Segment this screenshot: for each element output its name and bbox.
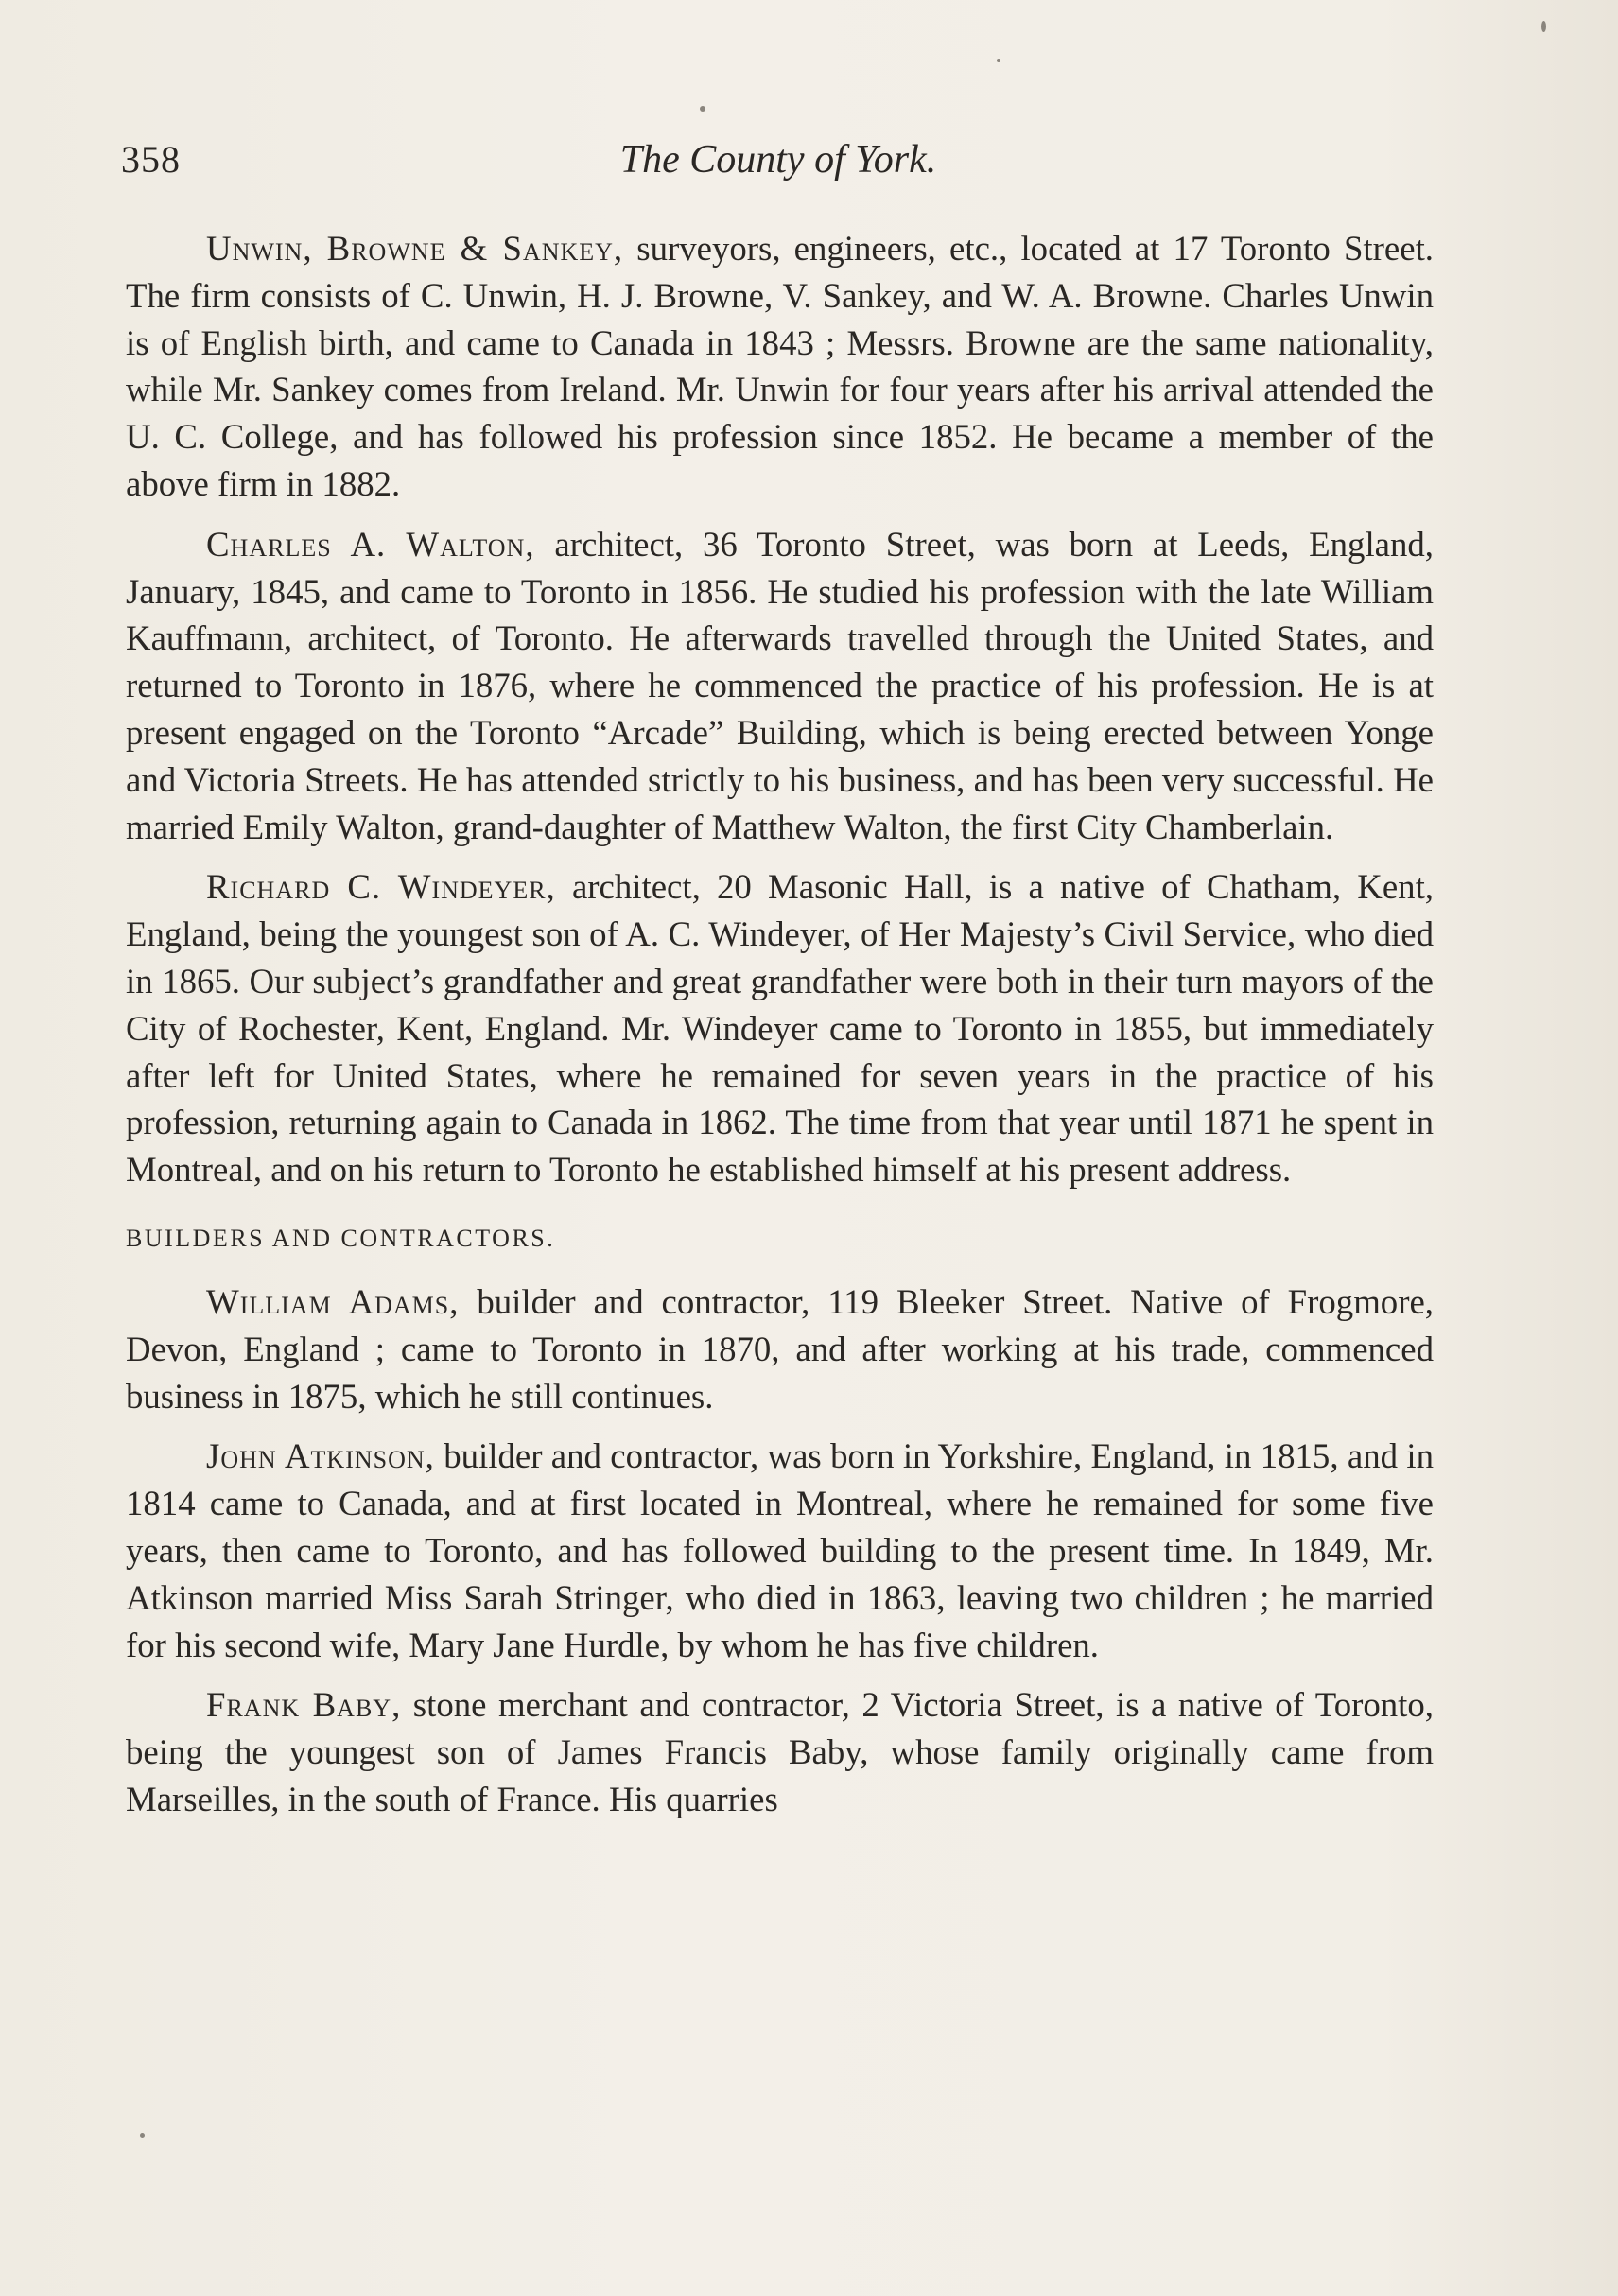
entry-frank-baby bbox=[126, 1681, 1434, 1822]
page-header bbox=[121, 137, 1435, 194]
paper-speck bbox=[700, 106, 705, 112]
entry-text: surveyors, engineers, etc., located at 17 Toronto Street. The firm consists of C. Unwin, H. J. Browne, V. Sankey, and W. A. Browne. Charles Unwin is of English birth, and came to Canada in 1843 ; Messrs. Browne are the same nationality, while Mr. Sankey comes from Ireland. Mr. Unwin for four years after his arrival attended the U. C. College, and has followed his profession since 1852. He became a member of the above firm in 1882. bbox=[126, 229, 1434, 503]
entry-william-adams bbox=[126, 1278, 1434, 1419]
entry-name: William Adams, bbox=[206, 1281, 460, 1321]
entry-name: Richard C. Windeyer, bbox=[206, 867, 556, 907]
entry-name: John Atkinson, bbox=[206, 1436, 435, 1476]
entry-text: stone merchant and contractor, 2 Victoria Street, is a native of Toronto, being the youngest son of James Francis Baby, whose family originally came from Marseilles, in the south of France. His quarries bbox=[126, 1685, 1434, 1818]
entry-text: architect, 20 Masonic Hall, is a native of Chatham, Kent, England, being the youngest son of A. C. Windeyer, of Her Majesty’s Civil Service, who died in 1865. Our subject’s grandfather and great grandfather were both in their turn mayors of the City of Rochester, Kent, England. Mr. Windeyer came to Toronto in 1855, but immediately after left for United States, where he remained for seven years in the practice of his profession, returning again to Canada in 1862. The time from that year until 1871 he spent in Montreal, and on his return to Toronto he established himself at his present address. bbox=[126, 867, 1434, 1190]
entry-text: builder and contractor, was born in Yorkshire, England, in 1815, and in 1814 came to Canada, and at first located in Montreal, where he remained for some five years, then came to Toronto, and has followed building to the present time. In 1849, Mr. Atkinson married Miss Sarah Stringer, who died in 1863, leaving two children ; he married for his second wife, Mary Jane Hurdle, by whom he has five children. bbox=[126, 1436, 1434, 1664]
entry-charles-walton bbox=[126, 521, 1434, 851]
entry-name: Frank Baby, bbox=[206, 1685, 402, 1725]
paper-speck bbox=[997, 59, 1000, 62]
entry-name: Unwin, Browne & Sankey, bbox=[206, 229, 624, 268]
page-number: 358 bbox=[121, 138, 181, 181]
page-body bbox=[126, 225, 1434, 1836]
entry-name: Charles A. Walton, bbox=[206, 524, 535, 564]
entry-text: architect, 36 Toronto Street, was born at Leeds, England, January, 1845, and came to Toronto in 1856. He studied his profession with the late William Kauffmann, architect, of Toronto. He afterwards travelled through the United States, and returned to Toronto in 1876, where he commenced the practice of his profession. He is at present engaged on the Toronto “Arcade” Building, which is being erected between Yonge and Victoria Streets. He has attended strictly to his business, and has been very successful. He married Emily Walton, grand-daughter of Matthew Walton, the first City Chamberlain. bbox=[126, 524, 1434, 846]
entry-richard-windeyer bbox=[126, 863, 1434, 1193]
entry-john-atkinson bbox=[126, 1433, 1434, 1668]
running-title: The County of York. bbox=[619, 138, 937, 182]
paper-speck bbox=[1541, 21, 1546, 32]
entry-text: builder and contractor, 119 Bleeker Street. Native of Frogmore, Devon, England ; came to Toronto in 1870, and after working at his trade, commenced business in 1875, which he still continues. bbox=[126, 1281, 1434, 1416]
section-heading: BUILDERS AND CONTRACTORS. bbox=[126, 1224, 556, 1252]
entry-unwin-browne-sankey bbox=[126, 225, 1434, 508]
paper-speck bbox=[140, 2133, 145, 2138]
